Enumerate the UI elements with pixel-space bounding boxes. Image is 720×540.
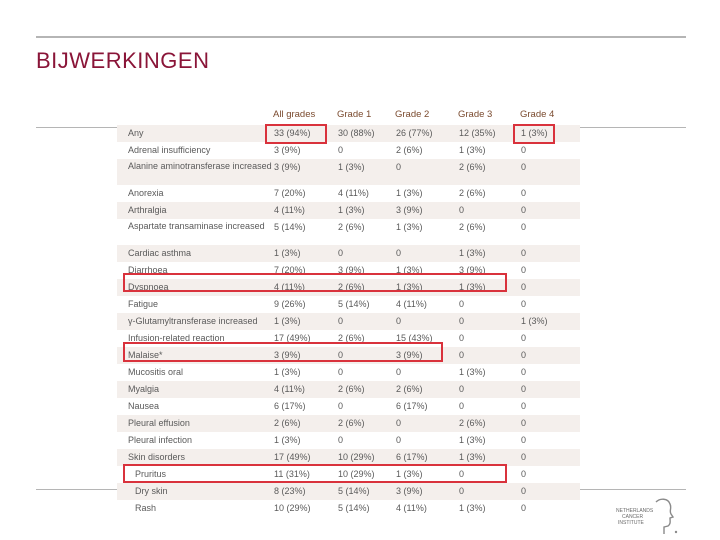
cell-g1: 4 (11%) [338,188,369,198]
cell-all: 3 (9%) [274,162,301,172]
cell-all: 10 (29%) [274,503,311,513]
cell-g2: 1 (3%) [396,265,423,275]
cell-g3: 1 (3%) [459,435,486,445]
cell-g4: 0 [521,222,527,232]
cell-g2: 6 (17%) [396,401,428,411]
cell-g1: 2 (6%) [338,384,365,394]
cell-g1: 10 (29%) [338,452,375,462]
cell-g3: 12 (35%) [459,128,496,138]
cell-g4: 0 [521,367,527,377]
cell-all: 33 (94%) [274,128,311,138]
cell-all: 1 (3%) [274,435,301,445]
cell-g2: 0 [396,367,402,377]
cell-g4: 0 [521,418,527,428]
logo-text-line3: INSTITUTE [618,520,644,526]
table-row [117,159,580,185]
cell-g1: 5 (14%) [338,299,370,309]
cell-g2: 0 [396,435,402,445]
cell-g1: 2 (6%) [338,333,365,343]
cell-g1: 0 [338,435,344,445]
cell-g4: 0 [521,188,527,198]
table-row [117,142,580,159]
cell-g3: 1 (3%) [459,282,486,292]
table-header [117,101,580,125]
cell-all: 4 (11%) [274,384,305,394]
cell-g3: 1 (3%) [459,367,486,377]
cell-g1: 0 [338,248,344,258]
cell-g3: 0 [459,401,465,411]
cell-g2: 2 (6%) [396,145,423,155]
cell-all: 7 (20%) [274,265,306,275]
row-label: Dry skin [135,486,168,496]
table-row [117,483,580,500]
row-label: Diarrhoea [128,265,168,275]
row-label: Malaise* [128,350,163,360]
logo-text-line1: NETHERLANDS [616,508,654,514]
cell-g1: 5 (14%) [338,486,370,496]
cell-g3: 0 [459,486,465,496]
cell-g1: 0 [338,316,344,326]
top-rule [36,36,686,38]
cell-g2: 6 (17%) [396,452,428,462]
row-label: Dyspnoea [128,282,169,292]
cell-all: 11 (31%) [274,469,310,479]
row-label: Any [128,128,144,138]
cell-g4: 0 [521,350,527,360]
cell-g4: 0 [521,469,527,479]
cell-g4: 1 (3%) [521,128,548,138]
header-grade-4: Grade 4 [520,109,555,120]
cell-g3: 2 (6%) [459,188,486,198]
cell-all: 5 (14%) [274,222,306,232]
cell-all: 4 (11%) [274,282,305,292]
cell-g4: 0 [521,248,527,258]
cell-all: 2 (6%) [274,418,301,428]
table-row [117,415,580,432]
adverse-events-table [117,101,580,540]
cell-g2: 1 (3%) [396,469,423,479]
table-row [117,185,580,202]
cell-g2: 3 (9%) [396,486,423,496]
table-row [117,500,580,517]
cell-all: 3 (9%) [274,350,301,360]
cell-g3: 0 [459,299,465,309]
cell-g2: 26 (77%) [396,128,433,138]
row-label: Cardiac asthma [128,248,192,258]
header-grade-1: Grade 1 [337,109,372,120]
cell-all: 1 (3%) [274,248,301,258]
row-label: Adrenal insufficiency [128,145,211,155]
bottom-rule-left [36,489,118,490]
cell-g2: 0 [396,316,402,326]
cell-all: 9 (26%) [274,299,306,309]
logo-text-line2: CANCER [622,514,644,520]
cell-g2: 4 (11%) [396,299,427,309]
cell-g1: 30 (88%) [338,128,375,138]
cell-g2: 3 (9%) [396,350,423,360]
cell-all: 4 (11%) [274,205,305,215]
cell-g4: 0 [521,299,527,309]
cell-g4: 0 [521,503,527,513]
cell-g3: 0 [459,316,465,326]
row-label: Pruritus [135,469,167,479]
cell-g1: 5 (14%) [338,503,370,513]
row-label: Skin disorders [128,452,186,462]
cell-all: 6 (17%) [274,401,306,411]
cell-g3: 1 (3%) [459,248,486,258]
cell-g3: 2 (6%) [459,418,486,428]
cell-g1: 10 (29%) [338,469,375,479]
cell-g1: 0 [338,367,344,377]
row-label: Infusion-related reaction [128,333,225,343]
table-row [117,296,580,313]
cell-g4: 0 [521,282,527,292]
highlight-skin-disorders-row [123,464,507,483]
table-row [117,125,580,142]
cell-g2: 0 [396,248,402,258]
cell-g3: 1 (3%) [459,145,486,155]
header-grade-3: Grade 3 [458,109,493,120]
table-row [117,381,580,398]
cell-g1: 3 (9%) [338,265,365,275]
table-row [117,313,580,330]
cell-g3: 0 [459,333,465,343]
table-row [117,245,580,262]
row-label: Rash [135,503,157,513]
cell-all: 17 (49%) [274,333,311,343]
cell-g3: 1 (3%) [459,503,486,513]
cell-g4: 0 [521,265,527,275]
cell-g1: 2 (6%) [338,282,365,292]
cell-g4: 0 [521,205,527,215]
cell-g1: 0 [338,401,344,411]
cell-all: 8 (23%) [274,486,306,496]
cell-g3: 0 [459,469,465,479]
row-label: Alanine aminotransferase increased [128,161,272,171]
row-label: Mucositis oral [128,367,184,377]
highlight-diarrhoea-row [123,273,507,292]
row-label: Arthralgia [128,205,167,215]
cell-g4: 0 [521,435,527,445]
cell-g1: 1 (3%) [338,162,365,172]
cell-g1: 0 [338,350,344,360]
row-label: Aspartate transaminase increased [128,221,265,231]
cell-g2: 0 [396,418,402,428]
cell-g4: 1 (3%) [521,316,548,326]
cell-g2: 0 [396,162,402,172]
row-label: Pleural effusion [128,418,190,428]
cell-g4: 0 [521,401,527,411]
cell-g3: 0 [459,350,465,360]
table-row [117,364,580,381]
cell-g3: 2 (6%) [459,162,486,172]
title-underline-left [36,127,118,128]
highlight-any-all-grades [265,124,327,144]
table-row [117,432,580,449]
cell-g2: 1 (3%) [396,222,423,232]
highlight-any-grade-4 [513,124,555,144]
cell-g4: 0 [521,145,527,155]
cell-g2: 1 (3%) [396,188,423,198]
highlight-infusion-row [123,342,443,362]
row-label: Myalgia [128,384,160,394]
cell-g1: 1 (3%) [338,205,365,215]
cell-g4: 0 [521,452,527,462]
cell-g2: 1 (3%) [396,282,423,292]
cell-g3: 0 [459,384,465,394]
cell-g1: 2 (6%) [338,222,365,232]
title-underline-right [580,127,686,128]
cell-g4: 0 [521,162,527,172]
table-row [117,398,580,415]
row-label: Fatigue [128,299,159,309]
cell-g2: 2 (6%) [396,384,423,394]
cell-g2: 3 (9%) [396,205,423,215]
cell-all: 1 (3%) [274,316,301,326]
row-label: Pleural infection [128,435,193,445]
cell-g3: 2 (6%) [459,222,486,232]
cell-g3: 0 [459,205,465,215]
cell-g4: 0 [521,486,527,496]
cell-g1: 0 [338,145,344,155]
table-row [117,202,580,219]
cell-g1: 2 (6%) [338,418,365,428]
cell-g4: 0 [521,333,527,343]
netherlands-cancer-institute-logo [612,496,688,536]
table-row [117,219,580,245]
cell-g2: 4 (11%) [396,503,427,513]
cell-all: 17 (49%) [274,452,311,462]
slide-title: BIJWERKINGEN [36,48,210,73]
cell-g4: 0 [521,384,527,394]
cell-all: 1 (3%) [274,367,301,377]
row-label: Anorexia [128,188,164,198]
row-label: Nausea [128,401,160,411]
bottom-rule-right [580,489,686,490]
cell-g2: 15 (43%) [396,333,433,343]
header-all-grades: All grades [273,109,316,120]
cell-all: 7 (20%) [274,188,306,198]
cell-g3: 3 (9%) [459,265,486,275]
cell-all: 3 (9%) [274,145,301,155]
row-label: γ-Glutamyltransferase increased [128,316,258,326]
header-grade-2: Grade 2 [395,109,430,120]
cell-g3: 1 (3%) [459,452,486,462]
